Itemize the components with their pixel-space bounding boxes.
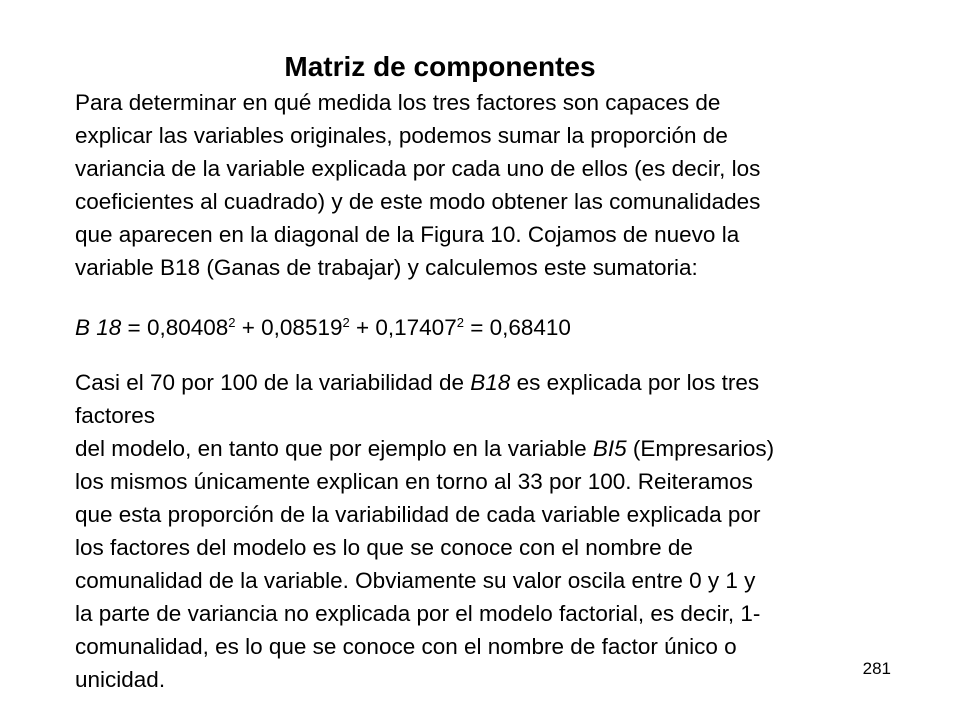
formula-result: = 0,68410 [463,315,571,340]
paragraph-line [75,366,925,399]
text-segment: Casi el 70 por 100 de la variabilidad de [75,370,471,395]
formula-variable: B 18 [75,315,122,340]
paragraph-line: los factores del modelo es lo que se conoce con el nombre de [75,535,693,560]
paragraph-line: unicidad. [75,667,166,692]
paragraph-line: comunalidad, es lo que se conoce con el nombre de factor único o [75,634,737,659]
paragraph-line: Para determinar en qué medida los tres factores son capaces de [75,90,721,115]
variable-name: B18 [470,370,511,395]
paragraph-line: la parte de variancia no explicada por el modelo factorial, es decir, 1- [75,601,761,626]
slide-title: Matriz de componentes [284,51,596,82]
paragraph-line: que aparecen en la diagonal de la Figura 10. Cojamos de nuevo la [75,222,740,247]
formula-term: + 0,08519 [235,315,343,340]
formula-term: = 0,80408 [121,315,229,340]
formula-exponent: 2 [456,315,464,331]
paragraph-line: explicar las variables originales, podemos sumar la proporción de [75,123,728,148]
paragraph-line: variancia de la variable explicada por cada uno de ellos (es decir, los [75,156,761,181]
paragraph-line: que esta proporción de la variabilidad de cada variable explicada por [75,502,761,527]
paragraph-line: comunalidad de la variable. Obviamente su valor oscila entre 0 y 1 y [75,568,756,593]
text-segment: es explicada por los tres [510,370,760,395]
paragraph-line: variable B18 (Ganas de trabajar) y calculemos este sumatoria: [75,255,698,280]
text-segment: (Empresarios) [626,436,775,461]
text-segment: del modelo, en tanto que por ejemplo en la variable [75,436,593,461]
formula-term: + 0,17407 [349,315,457,340]
paragraph-line [75,432,925,465]
intro-paragraph [75,86,925,284]
communality-formula [75,311,925,344]
formula-exponent: 2 [228,315,236,331]
paragraph-line: factores [75,403,156,428]
page-number: 281 [862,659,891,678]
paragraph-line: coeficientes al cuadrado) y de este modo obtener las comunalidades [75,189,761,214]
formula-exponent: 2 [342,315,350,331]
variable-name: BI5 [592,436,627,461]
explanation-paragraph [75,366,925,696]
paragraph-line: los mismos únicamente explican en torno al 33 por 100. Reiteramos [75,469,753,494]
